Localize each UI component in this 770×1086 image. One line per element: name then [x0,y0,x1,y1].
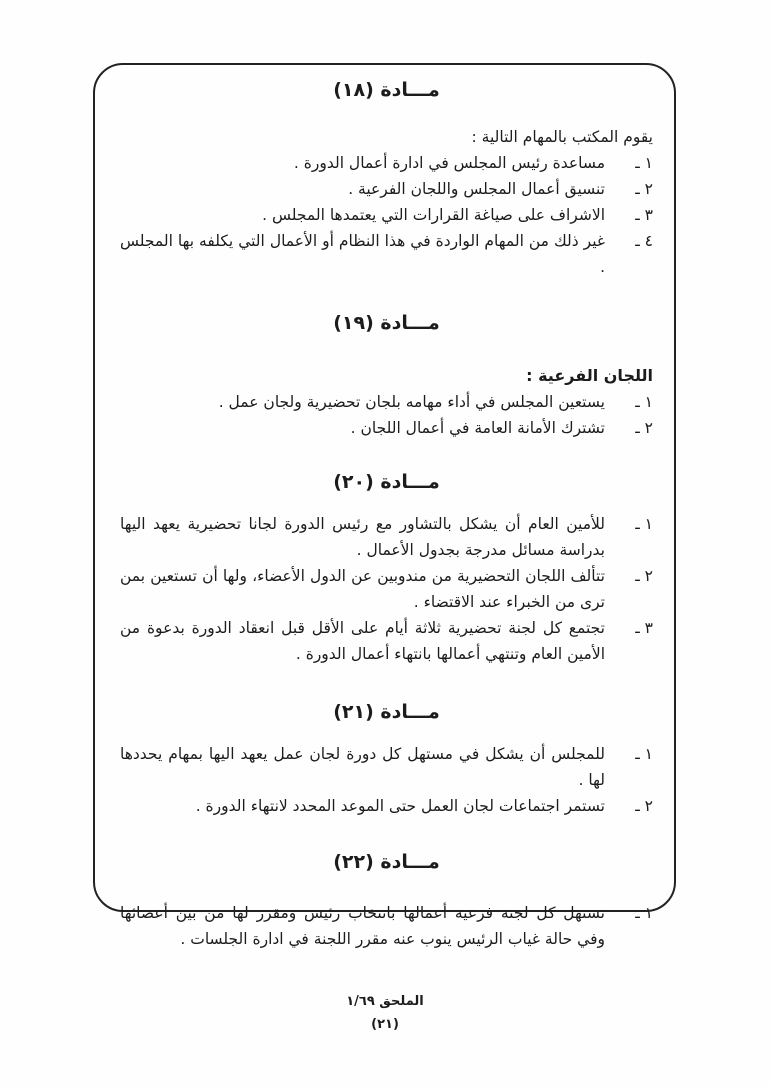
article-22-title: مـــادة (٢٢) [333,851,440,873]
article-19-title: مـــادة (١٩) [333,312,440,334]
item-number: ٢ ـ [635,797,653,815]
article-section-22 [120,849,653,952]
item-text: غير ذلك من المهام الواردة في هذا النظام أو الأعمال التي يكلفه بها المجلس . [120,232,605,276]
item-text: تتألف اللجان التحضيرية من مندوبين عن الدول الأعضاء، ولها أن تستعين بمن ترى من الخبراء عند الاقتضاء . [120,567,605,611]
item-text: تشترك الأمانة العامة في أعمال اللجان . [350,419,605,437]
list-item [120,176,653,202]
footer-page-number: (٢١) [371,1017,399,1032]
item-number: ١ ـ [635,904,653,922]
list-item [120,202,653,228]
article-21-title: مـــادة (٢١) [333,701,440,723]
list-item [120,389,653,415]
item-number: ١ ـ [635,393,653,411]
item-number: ١ ـ [635,745,653,763]
item-number: ٤ ـ [635,232,653,250]
item-number: ٣ ـ [635,206,653,224]
item-number: ٢ ـ [635,180,653,198]
article-19-heading: اللجان الفرعية : [526,366,653,385]
list-item [120,228,653,280]
item-text: الاشراف على صياغة القرارات التي يعتمدها المجلس . [262,206,605,224]
list-item [120,741,653,793]
article-20-title: مـــادة (٢٠) [333,471,440,493]
page-footer [0,990,770,1036]
list-item [120,793,653,819]
article-18-intro: يقوم المكتب بالمهام التالية : [471,128,653,146]
article-section-18 [120,77,653,280]
item-text: تنسيق أعمال المجلس واللجان الفرعية . [348,180,605,198]
list-item [120,900,653,952]
footer-annex-ref: الملحق ١/٦٩ [346,994,424,1009]
item-number: ٣ ـ [635,619,653,637]
article-section-21 [120,699,653,819]
item-number: ٢ ـ [635,419,653,437]
item-text: للمجلس أن يشكل في مستهل كل دورة لجان عمل يعهد اليها بمهام يحددها لها . [120,745,605,789]
list-item [120,511,653,563]
item-number: ١ ـ [635,515,653,533]
article-section-19 [120,310,653,441]
list-item [120,563,653,615]
item-text: تستمر اجتماعات لجان العمل حتى الموعد المحدد لانتهاء الدورة . [195,797,605,815]
article-18-title: مـــادة (١٨) [333,79,440,101]
list-item [120,415,653,441]
document-border-box [93,63,676,948]
item-text: للأمين العام أن يشكل بالتشاور مع رئيس الدورة لجانا تحضيرية يعهد اليها بدراسة مسائل مدرجة بجدول الأعمال . [120,515,605,559]
item-text: تجتمع كل لجنة تحضيرية ثلاثة أيام على الأقل قبل انعقاد الدورة بدعوة من الأمين العام وتنتهي أعمالها بانتهاء أعمال الدورة . [120,619,605,663]
list-item [120,615,653,667]
item-text: مساعدة رئيس المجلس في ادارة أعمال الدورة . [293,154,605,172]
item-number: ٢ ـ [635,567,653,585]
item-text: يستعين المجلس في أداء مهامه بلجان تحضيرية ولجان عمل . [218,393,605,411]
article-section-20 [120,469,653,667]
list-item [120,150,653,176]
item-text: تستهل كل لجنة فرعية أعمالها بانتخاب رئيس ومقرر لها من بين أعضائها وفي حالة غياب الرئيس ينوب عنه مقرر اللجنة في ادارة الجلسات . [120,904,605,948]
item-number: ١ ـ [635,154,653,172]
